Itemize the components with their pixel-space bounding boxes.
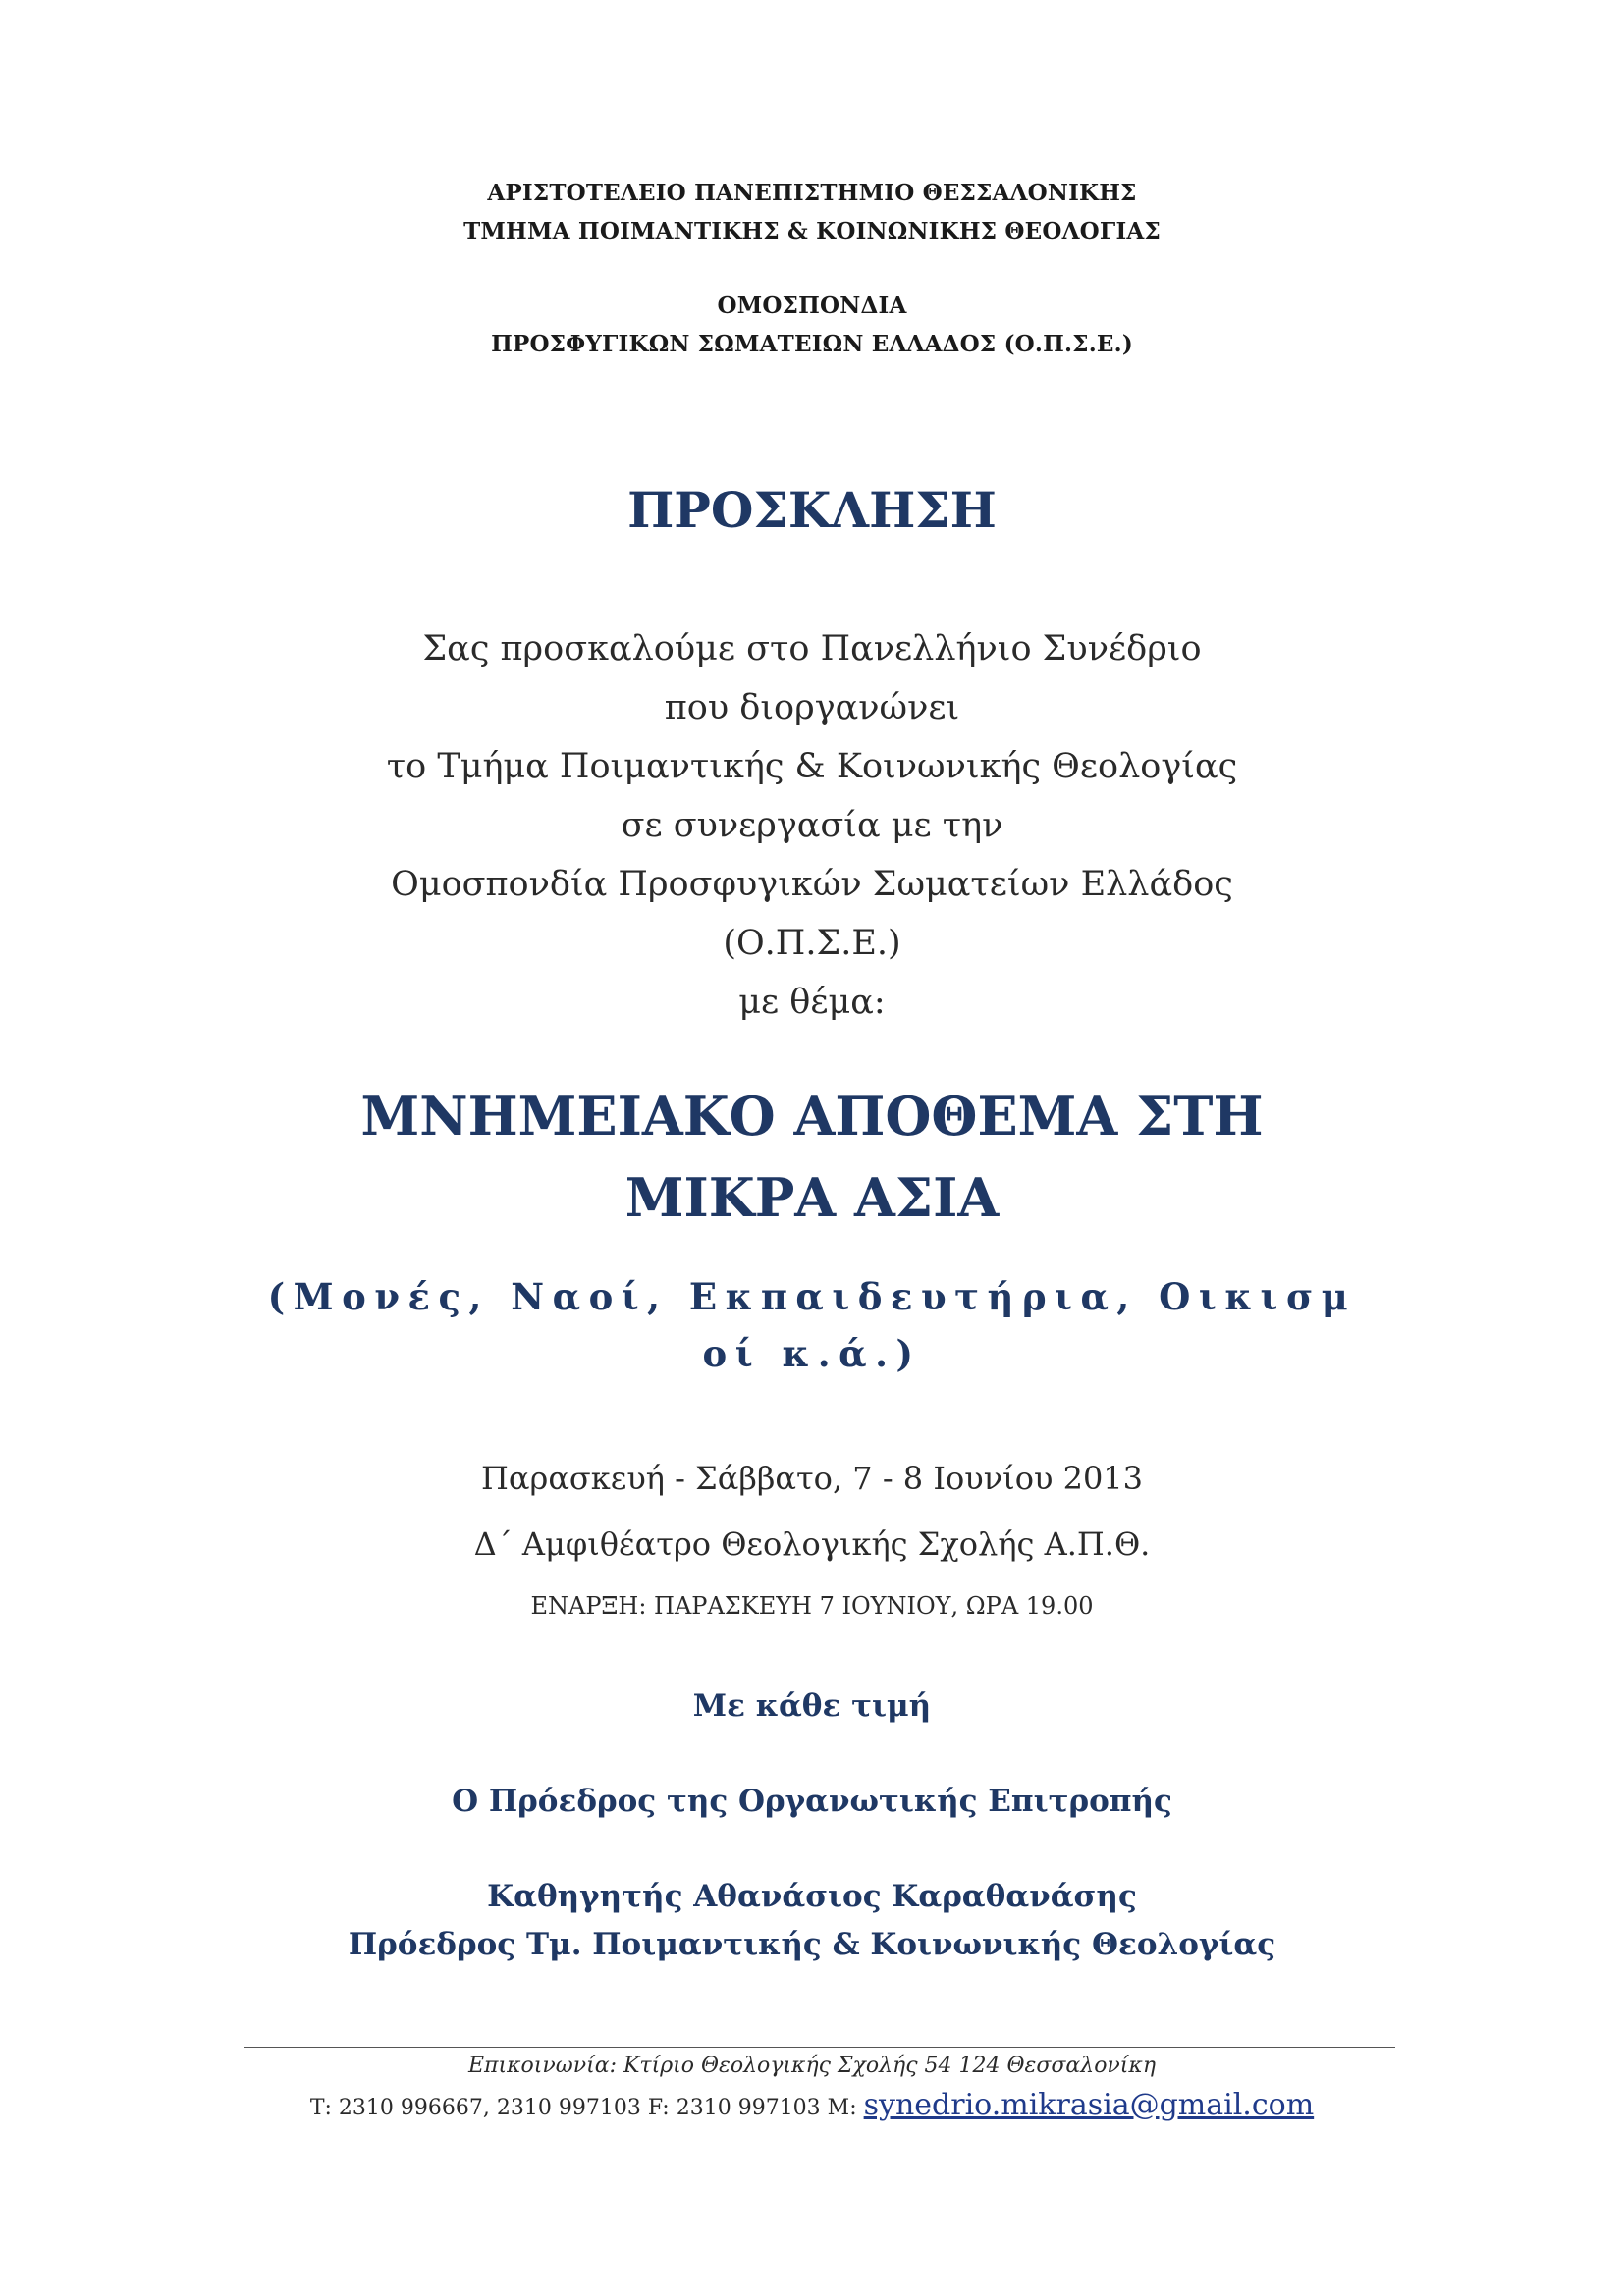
footer-email-link[interactable]: synedrio.mikrasia@gmail.com [863,2088,1315,2122]
invitation-line-6: (Ο.Π.Σ.Ε.) [723,924,901,963]
signatory-name: Καθηγητής Αθανάσιος Καραθανάσης [487,1879,1137,1914]
federation-line-2: ΠΡΟΣΦΥΓΙΚΩΝ ΣΩΜΑΤΕΙΩΝ ΕΛΛΑΔΟΣ (Ο.Π.Σ.Ε.) [491,331,1133,357]
invitation-line-2: που διοργανώνει [664,688,960,727]
federation-line-1: ΟΜΟΣΠΟΝΔΙΑ [717,293,907,319]
footer-phones-row [0,2088,1624,2122]
invitation-line-4: σε συνεργασία με την [621,806,1003,845]
footer-divider [244,2047,1395,2048]
theme-subtitle-line-2: οί κ.ά.) [702,1332,922,1375]
event-venue: Δ΄ Αμφιθέατρο Θεολογικής Σχολής Α.Π.Θ. [473,1525,1151,1563]
university-name: ΑΡΙΣΤΟΤΕΛΕΙΟ ΠΑΝΕΠΙΣΤΗΜΙΟ ΘΕΣΣΑΛΟΝΙΚΗΣ [487,180,1137,206]
invitation-line-3: το Τμήμα Ποιμαντικής & Κοινωνικής Θεολογίας [386,747,1238,786]
theme-line-1: ΜΝΗΜΕΙΑΚΟ ΑΠΟΘΕΜΑ ΣΤΗ [360,1085,1264,1148]
theme-line-2: ΜΙΚΡΑ ΑΣΙΑ [624,1166,1000,1229]
footer-contact: Επικοινωνία: Κτίριο Θεολογικής Σχολής 54 124 Θεσσαλονίκη [467,2054,1157,2078]
invitation-line-1: Σας προσκαλούμε στο Πανελλήνιο Συνέδριο [422,629,1202,668]
footer-phones: Τ: 2310 996667, 2310 997103 F: 2310 997103 M: [309,2096,857,2120]
theme-subtitle-line-1: (Μονές, Ναοί, Εκπαιδευτήρια, Οικισμ [267,1275,1357,1318]
invitation-line-7: με θέμα: [738,983,886,1022]
invitation-title: ΠΡΟΣΚΛΗΣΗ [627,481,997,539]
signatory-position: Πρόεδρος Τμ. Ποιμαντικής & Κοινωνικής Θεολογίας [348,1927,1276,1962]
department-name: ΤΜΗΜΑ ΠΟΙΜΑΝΤΙΚΗΣ & ΚΟΙΝΩΝΙΚΗΣ ΘΕΟΛΟΓΙΑΣ [463,218,1161,244]
closing-role: Ο Πρόεδρος της Οργανωτικής Επιτροπής [452,1784,1172,1819]
closing-regards: Με κάθε τιμή [692,1688,932,1724]
invitation-line-5: Ομοσπονδία Προσφυγικών Σωματείων Ελλάδος [391,865,1233,904]
event-start: ΕΝΑΡΞΗ: ΠΑΡΑΣΚΕΥΗ 7 ΙΟΥΝΙΟΥ, ΩΡΑ 19.00 [530,1592,1094,1620]
event-dates: Παρασκευή - Σάββατο, 7 - 8 Ιουνίου 2013 [480,1460,1144,1497]
